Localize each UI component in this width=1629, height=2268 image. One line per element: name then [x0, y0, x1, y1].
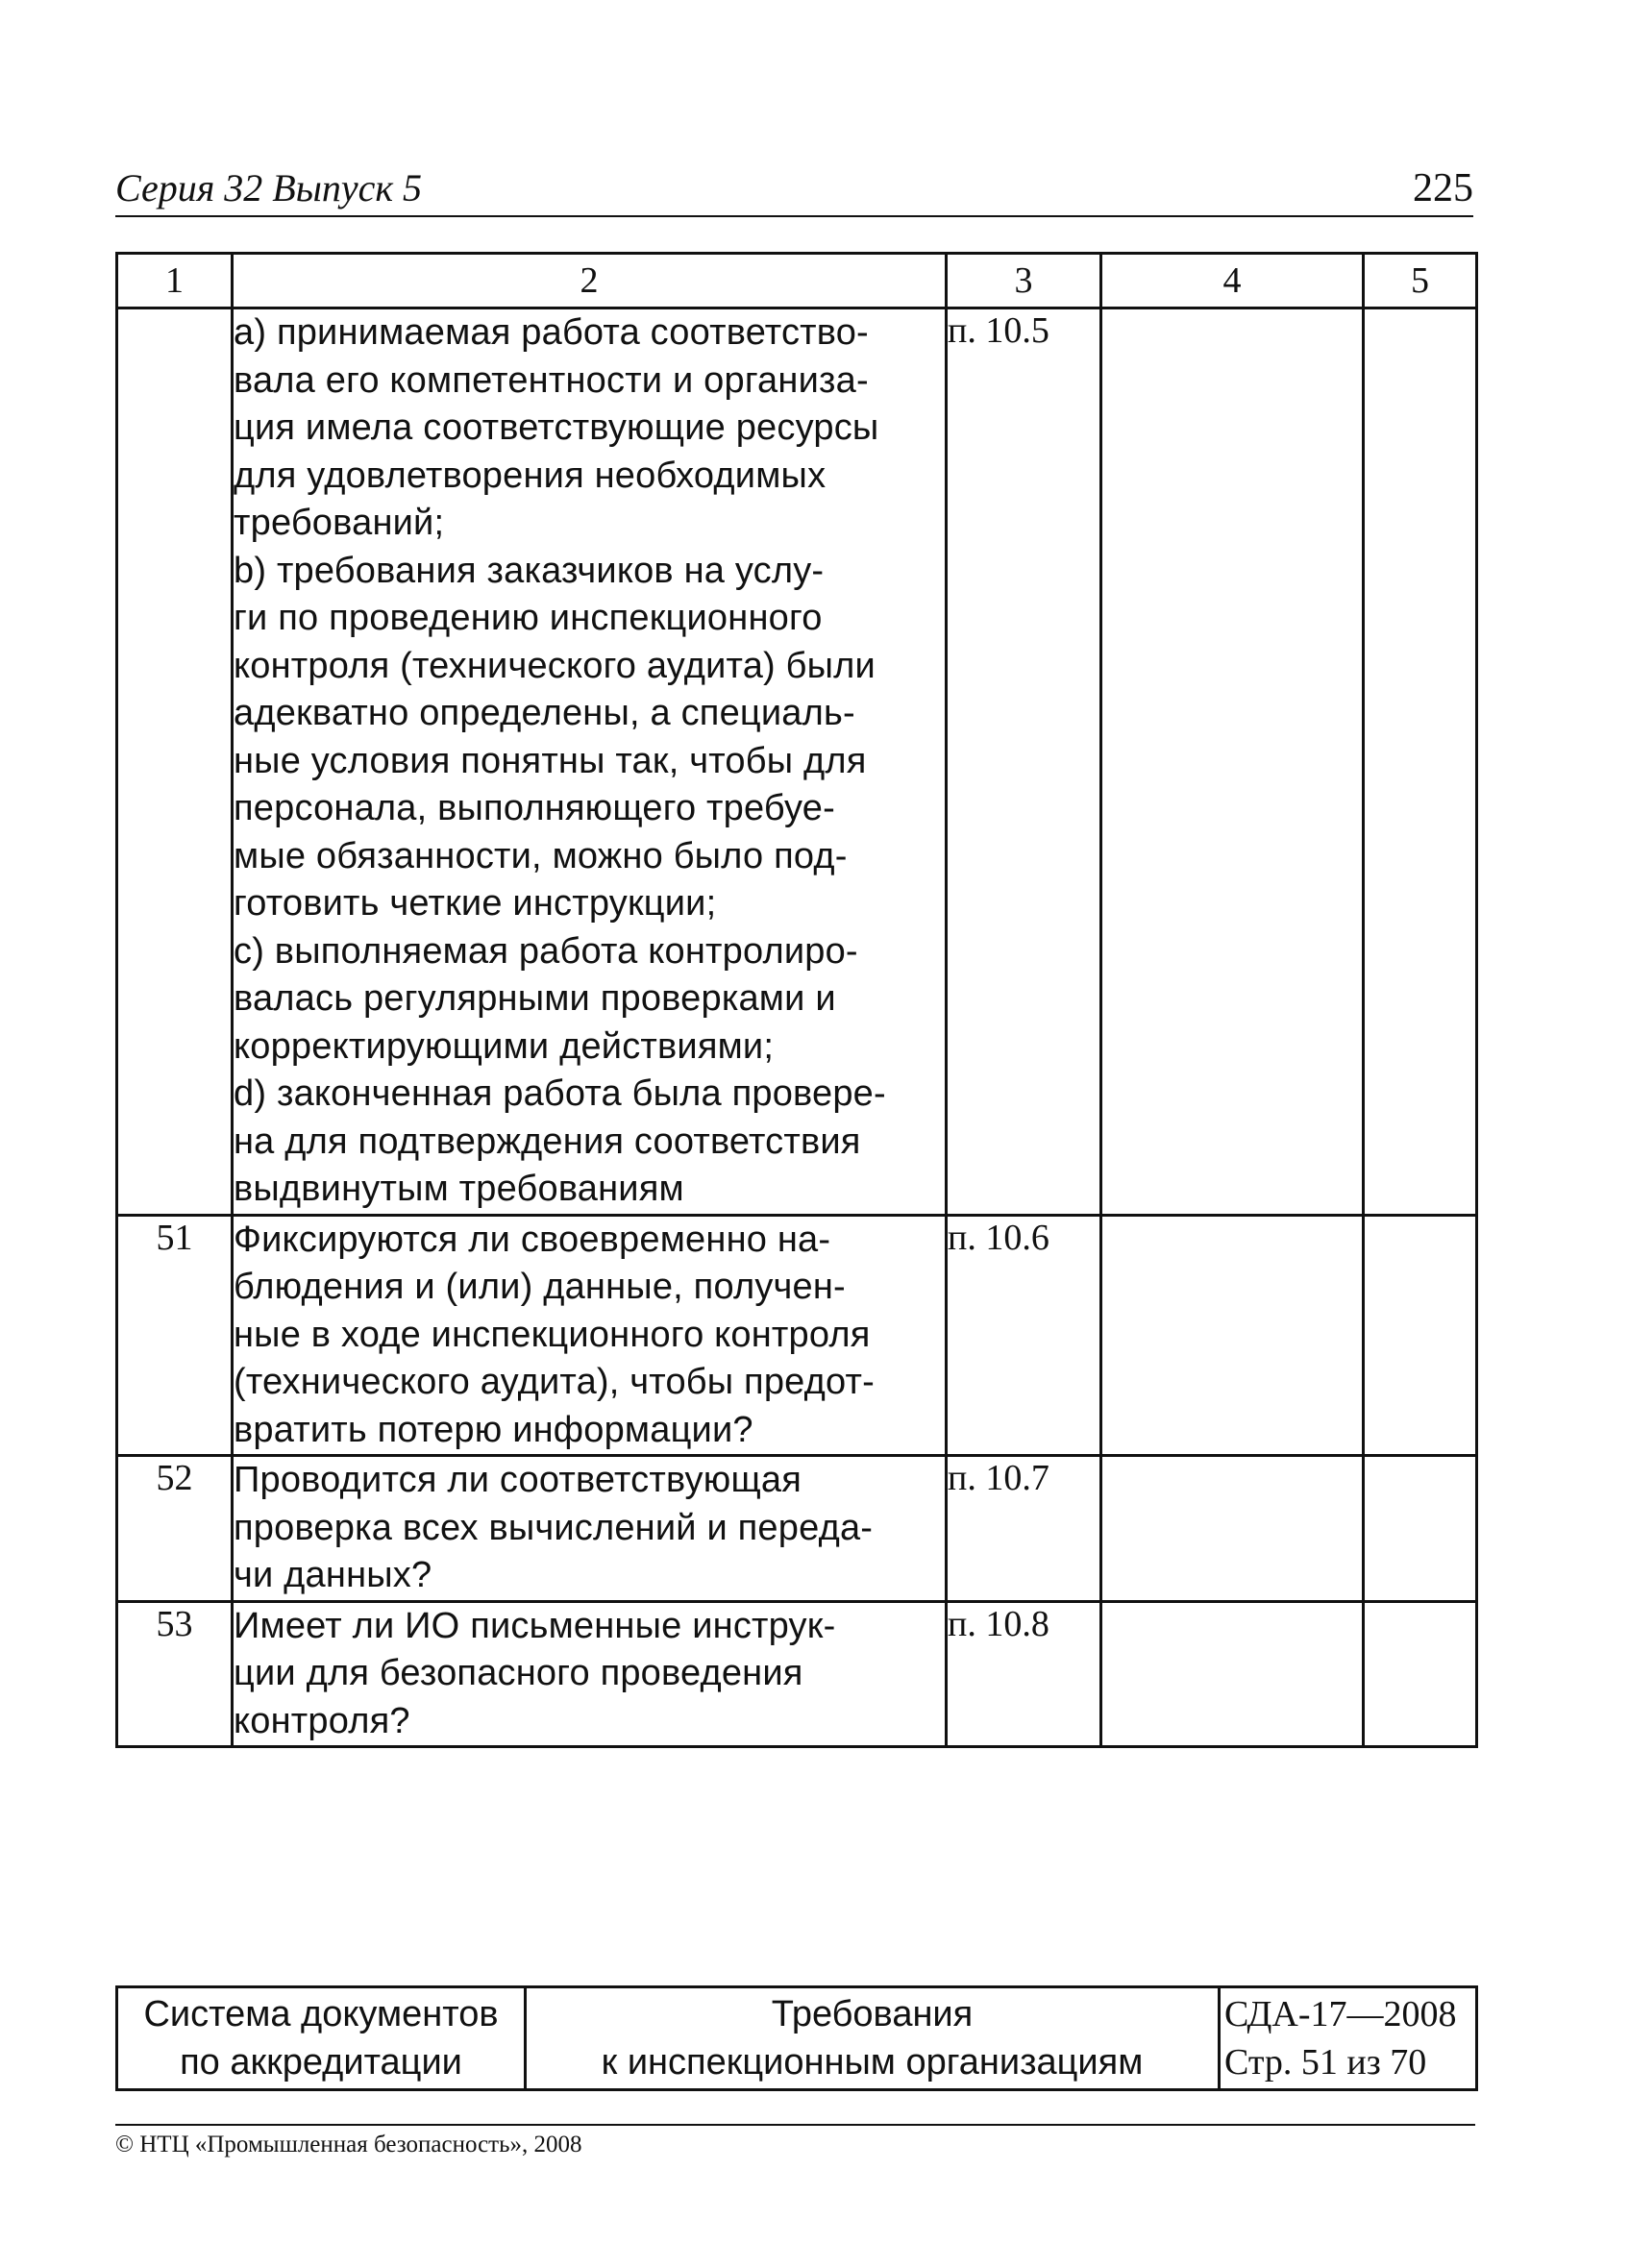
requirement-text-line: блюдения и (или) данные, получен-: [234, 1267, 846, 1307]
row-number: 52: [117, 1456, 233, 1602]
requirement-text-line: контроля?: [234, 1700, 410, 1741]
requirement-text-line: мые обязанности, можно было под-: [234, 835, 848, 876]
footer-divider: [115, 2124, 1475, 2126]
row-number: 53: [117, 1601, 233, 1747]
requirement-text-line: Фиксируются ли своевременно на-: [234, 1219, 831, 1260]
requirement-text-line: d) законченная работа была провере-: [234, 1073, 886, 1114]
requirement-text-line: ги по проведению инспекционного: [234, 598, 823, 638]
requirement-text-line: готовить четкие инструкции;: [234, 883, 717, 924]
column-5-cell: [1364, 1456, 1477, 1602]
footer-system-line1: Система документов: [143, 1994, 499, 2034]
requirement-text-line: корректирующими действиями;: [234, 1025, 775, 1067]
column-header: 4: [1101, 254, 1364, 308]
footer-row: [117, 1987, 1477, 2090]
column-4-cell: [1101, 1215, 1364, 1456]
requirement-text-line: валась регулярными проверками и: [234, 978, 836, 1019]
clause-reference: п. 10.5: [947, 308, 1101, 1216]
column-5-cell: [1364, 1215, 1477, 1456]
column-header: 3: [947, 254, 1101, 308]
requirement-text-line: контроля (технического аудита) были: [234, 645, 876, 686]
column-5-cell: [1364, 1601, 1477, 1747]
requirement-text-line: для удовлетворения необходимых: [234, 455, 827, 496]
column-header: 2: [233, 254, 947, 308]
requirement-text-line: а) принимаемая работа соответство-: [234, 312, 869, 353]
copyright-notice: © НТЦ «Промышленная безопасность», 2008: [115, 2132, 582, 2157]
requirement-text-line: персонала, выполняющего требуе-: [234, 788, 835, 828]
table-row: [117, 308, 1477, 1216]
footer-system-cell: [117, 1987, 526, 2090]
requirements-table: [115, 252, 1478, 1748]
table-row: [117, 1601, 1477, 1747]
column-4-cell: [1101, 1456, 1364, 1602]
clause-reference: п. 10.6: [947, 1215, 1101, 1456]
table-row: [117, 1215, 1477, 1456]
page-header: [115, 165, 1473, 217]
column-4-cell: [1101, 1601, 1364, 1747]
requirement-text: [233, 308, 947, 1216]
requirement-text-line: ные в ходе инспекционного контроля: [234, 1314, 871, 1355]
requirement-text-line: ции для безопасного проведения: [234, 1653, 803, 1693]
footer-title-line1: Требования: [771, 1994, 974, 2034]
footer-code-cell: [1220, 1987, 1477, 2090]
requirement-text-line: требований;: [234, 503, 445, 543]
requirement-text: [233, 1215, 947, 1456]
row-number: 51: [117, 1215, 233, 1456]
footer-doc-code: СДА-17—2008: [1224, 1994, 1457, 2034]
column-header: 5: [1364, 254, 1477, 308]
footer-system-line2: по аккредитации: [180, 2042, 462, 2083]
requirement-text-line: ция имела соответствующие ресурсы: [234, 407, 879, 448]
requirement-text: [233, 1456, 947, 1602]
page-number: 225: [1413, 166, 1473, 210]
series-title: Серия 32 Выпуск 5: [115, 166, 423, 210]
requirement-text-line: (технического аудита), чтобы предот-: [234, 1362, 875, 1402]
table-body: [117, 308, 1477, 1747]
requirement-text-line: Проводится ли соответствующая: [234, 1460, 802, 1500]
table-header-row: [117, 254, 1477, 308]
requirement-text-line: на для подтверждения соответствия: [234, 1121, 861, 1162]
column-header: 1: [117, 254, 233, 308]
requirement-text-line: Имеет ли ИО письменные инструк-: [234, 1605, 836, 1646]
clause-reference: п. 10.8: [947, 1601, 1101, 1747]
requirement-text-line: вратить потерю информации?: [234, 1409, 753, 1450]
clause-reference: п. 10.7: [947, 1456, 1101, 1602]
requirement-text-line: адекватно определены, а специаль-: [234, 693, 855, 733]
column-4-cell: [1101, 308, 1364, 1216]
requirement-text-line: проверка всех вычислений и переда-: [234, 1507, 874, 1548]
table-row: [117, 1456, 1477, 1602]
requirement-text-line: ные условия понятны так, чтобы для: [234, 740, 867, 781]
document-footer-box: [115, 1985, 1478, 2091]
requirement-text: [233, 1601, 947, 1747]
requirement-text-line: вала его компетентности и организа-: [234, 359, 869, 401]
requirement-text-line: с) выполняемая работа контролиро-: [234, 930, 858, 972]
row-number: [117, 308, 233, 1216]
footer-title-line2: к инспекционным организациям: [601, 2042, 1144, 2083]
footer-page-count: Стр. 51 из 70: [1224, 2042, 1427, 2083]
requirement-text-line: b) требования заказчиков на услу-: [234, 550, 825, 591]
requirement-text-line: чи данных?: [234, 1555, 432, 1595]
requirement-text-line: выдвинутым требованиям: [234, 1169, 684, 1209]
column-5-cell: [1364, 308, 1477, 1216]
footer-title-cell: [526, 1987, 1220, 2090]
